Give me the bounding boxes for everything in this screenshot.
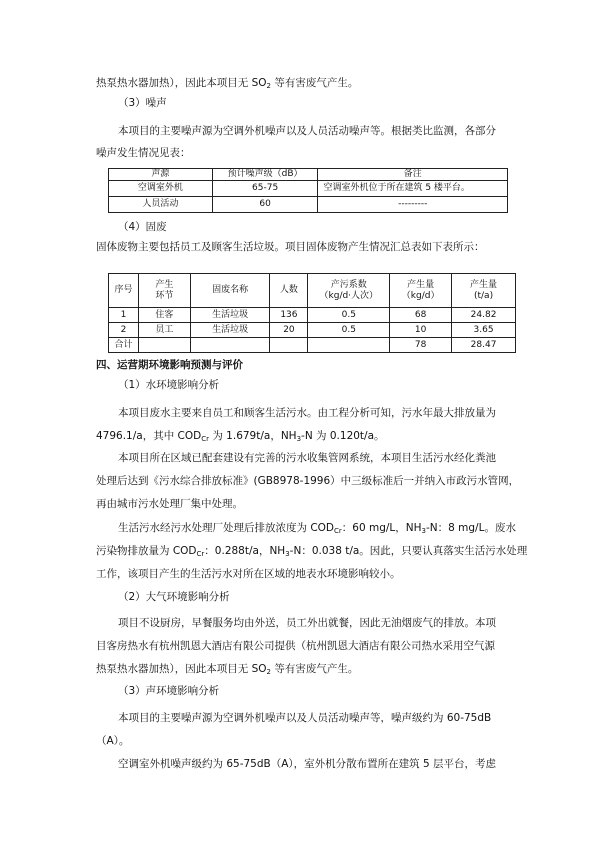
table-header-cell: 产生 环节 <box>138 274 190 308</box>
waste-heading: （4）固废 <box>118 221 167 233</box>
table-row <box>109 181 508 197</box>
table-cell: --------- <box>318 197 508 213</box>
subscript: Cr <box>334 527 342 535</box>
air-para-line-3 <box>96 662 506 676</box>
air-para-line-1: 项目不设厨房，早餐服务均由外送，员工外出就餐，因此无油烟废气的排放。本项 <box>118 617 496 629</box>
table-header-cell: 预计噪声级（dB） <box>212 169 318 181</box>
subscript: Cr <box>201 435 209 443</box>
text: 热泵热水器加热），因此本项目无 SO <box>96 77 267 89</box>
sound-para-line-2: （A）。 <box>96 735 130 747</box>
noise-para-line-2: 噪声发生情况见表： <box>96 147 191 159</box>
water-p2-line-1: 本项目所在区域已配套建设有完善的污水收集管网系统，本项目生活污水经化粪池 <box>118 452 496 464</box>
table-row <box>109 197 508 213</box>
table-cell: 3.65 <box>452 323 516 338</box>
text: 生活污水经污水处理厂处理后排放浓度为 COD <box>118 522 335 534</box>
table-cell: 136 <box>270 308 308 323</box>
table-cell: 空调室外机位于所在建筑 5 楼平台。 <box>318 181 508 197</box>
subscript: 3 <box>285 550 290 558</box>
table-cell: 60 <box>212 197 318 213</box>
table-cell: 2 <box>109 323 139 338</box>
subscript: Cr <box>196 550 205 558</box>
text: ：0.288t/a，NH <box>204 545 286 557</box>
table-header-cell: 产生量 (t/a) <box>452 274 516 308</box>
text: -N：8 mg/L。废水 <box>426 522 516 534</box>
table-cell: 28.47 <box>452 338 516 353</box>
sound-para-line-3: 空调室外机噪声级约为 65-75dB（A），室外机分散布置所在建筑 5 层平台，考虑 <box>118 758 497 770</box>
table-cell: 员工 <box>138 323 190 338</box>
water-p3-line-1 <box>118 521 528 535</box>
table-header-cell: 备注 <box>318 169 508 181</box>
text: 等有害废气产生。 <box>271 77 359 89</box>
text: 为 1.679t/a，NH <box>209 430 297 442</box>
water-p1-line-2 <box>96 429 506 443</box>
table-header-cell: 人数 <box>270 274 308 308</box>
table-header-cell: 序号 <box>109 274 139 308</box>
table-cell: 0.5 <box>308 308 390 323</box>
table-cell: 0.5 <box>308 323 390 338</box>
sound-para-line-1: 本项目的主要噪声源为空调外机噪声以及人员活动噪声等，噪声级约为 60-75dB <box>118 712 492 724</box>
water-p1-line-1: 本项目废水主要来自员工和顾客生活污水。由工程分析可知，污水年最大排放量为 <box>118 407 496 419</box>
table-header-cell: 固废名称 <box>190 274 270 308</box>
table-cell: 78 <box>390 338 452 353</box>
table-cell: 生活垃圾 <box>190 308 270 323</box>
table-header-cell: 产生量 （kg/d） <box>390 274 452 308</box>
text: 等有害废气产生。 <box>271 663 359 675</box>
subscript: 2 <box>266 668 271 676</box>
table-cell <box>190 338 270 353</box>
table-header-row <box>109 169 508 181</box>
subscript: 2 <box>266 82 271 90</box>
table-cell: 20 <box>270 323 308 338</box>
table-cell: 空调室外机 <box>109 181 213 197</box>
table-row <box>109 323 516 338</box>
table-cell: 68 <box>390 308 452 323</box>
text: 4796.1/a，其中 COD <box>96 430 202 442</box>
table-cell <box>270 338 308 353</box>
table-cell: 人员活动 <box>109 197 213 213</box>
text: 污染物排放量为 COD <box>96 545 197 557</box>
table-header-cell: 产污系数 （kg/d·人次） <box>308 274 390 308</box>
table-cell <box>138 338 190 353</box>
water-p3-line-2 <box>96 544 528 558</box>
air-heading: （2）大气环境影响分析 <box>118 591 230 603</box>
table-row <box>109 308 516 323</box>
sound-heading: （3）声环境影响分析 <box>118 685 220 697</box>
waste-table <box>108 273 516 353</box>
table-header-cell: 声源 <box>109 169 213 181</box>
text: -N 为 0.120t/a。 <box>301 430 385 442</box>
table-cell: 65-75 <box>212 181 318 197</box>
text: ：60 mg/L，NH <box>341 522 422 534</box>
noise-heading: （3）噪声 <box>118 97 167 109</box>
air-para-line-2: 目客房热水有杭州凯恩大酒店有限公司提供（杭州凯恩大酒店有限公司热水采用空气源 <box>96 640 495 652</box>
water-heading: （1）水环境影响分析 <box>118 379 220 391</box>
table-cell: 1 <box>109 308 139 323</box>
table-cell: 10 <box>390 323 452 338</box>
subscript: 3 <box>296 435 302 443</box>
water-p2-line-3: 再由城市污水处理厂集中处理。 <box>96 498 243 510</box>
noise-table <box>108 168 508 213</box>
intro-tail-line <box>96 76 506 90</box>
table-total-row <box>109 338 516 353</box>
table-cell <box>308 338 390 353</box>
waste-para: 固体废物主要包括员工及顾客生活垃圾。项目固体废物产生情况汇总表如下表所示： <box>96 241 485 253</box>
section-4-heading: 四、运营期环境影响预测与评价 <box>96 359 243 371</box>
water-p3-line-3: 工作，该项目产生的生活污水对所在区域的地表水环境影响较小。 <box>96 568 401 580</box>
water-p2-line-2: 处理后达到《污水综合排放标准》(GB8978-1996）中三级标准后一并纳入市政污水管网， <box>96 475 520 487</box>
subscript: 3 <box>421 527 426 535</box>
noise-para-line-1: 本项目的主要噪声源为空调外机噪声以及人员活动噪声等。根据类比监测，各部分 <box>118 125 496 137</box>
table-cell: 生活垃圾 <box>190 323 270 338</box>
table-cell: 24.82 <box>452 308 516 323</box>
text: -N：0.038 t/a。因此，只要认真落实生活污水处理 <box>289 545 528 557</box>
table-cell: 住客 <box>138 308 190 323</box>
table-cell: 合计 <box>109 338 139 353</box>
text: 热泵热水器加热），因此本项目无 SO <box>96 663 267 675</box>
table-header-row <box>109 274 516 308</box>
